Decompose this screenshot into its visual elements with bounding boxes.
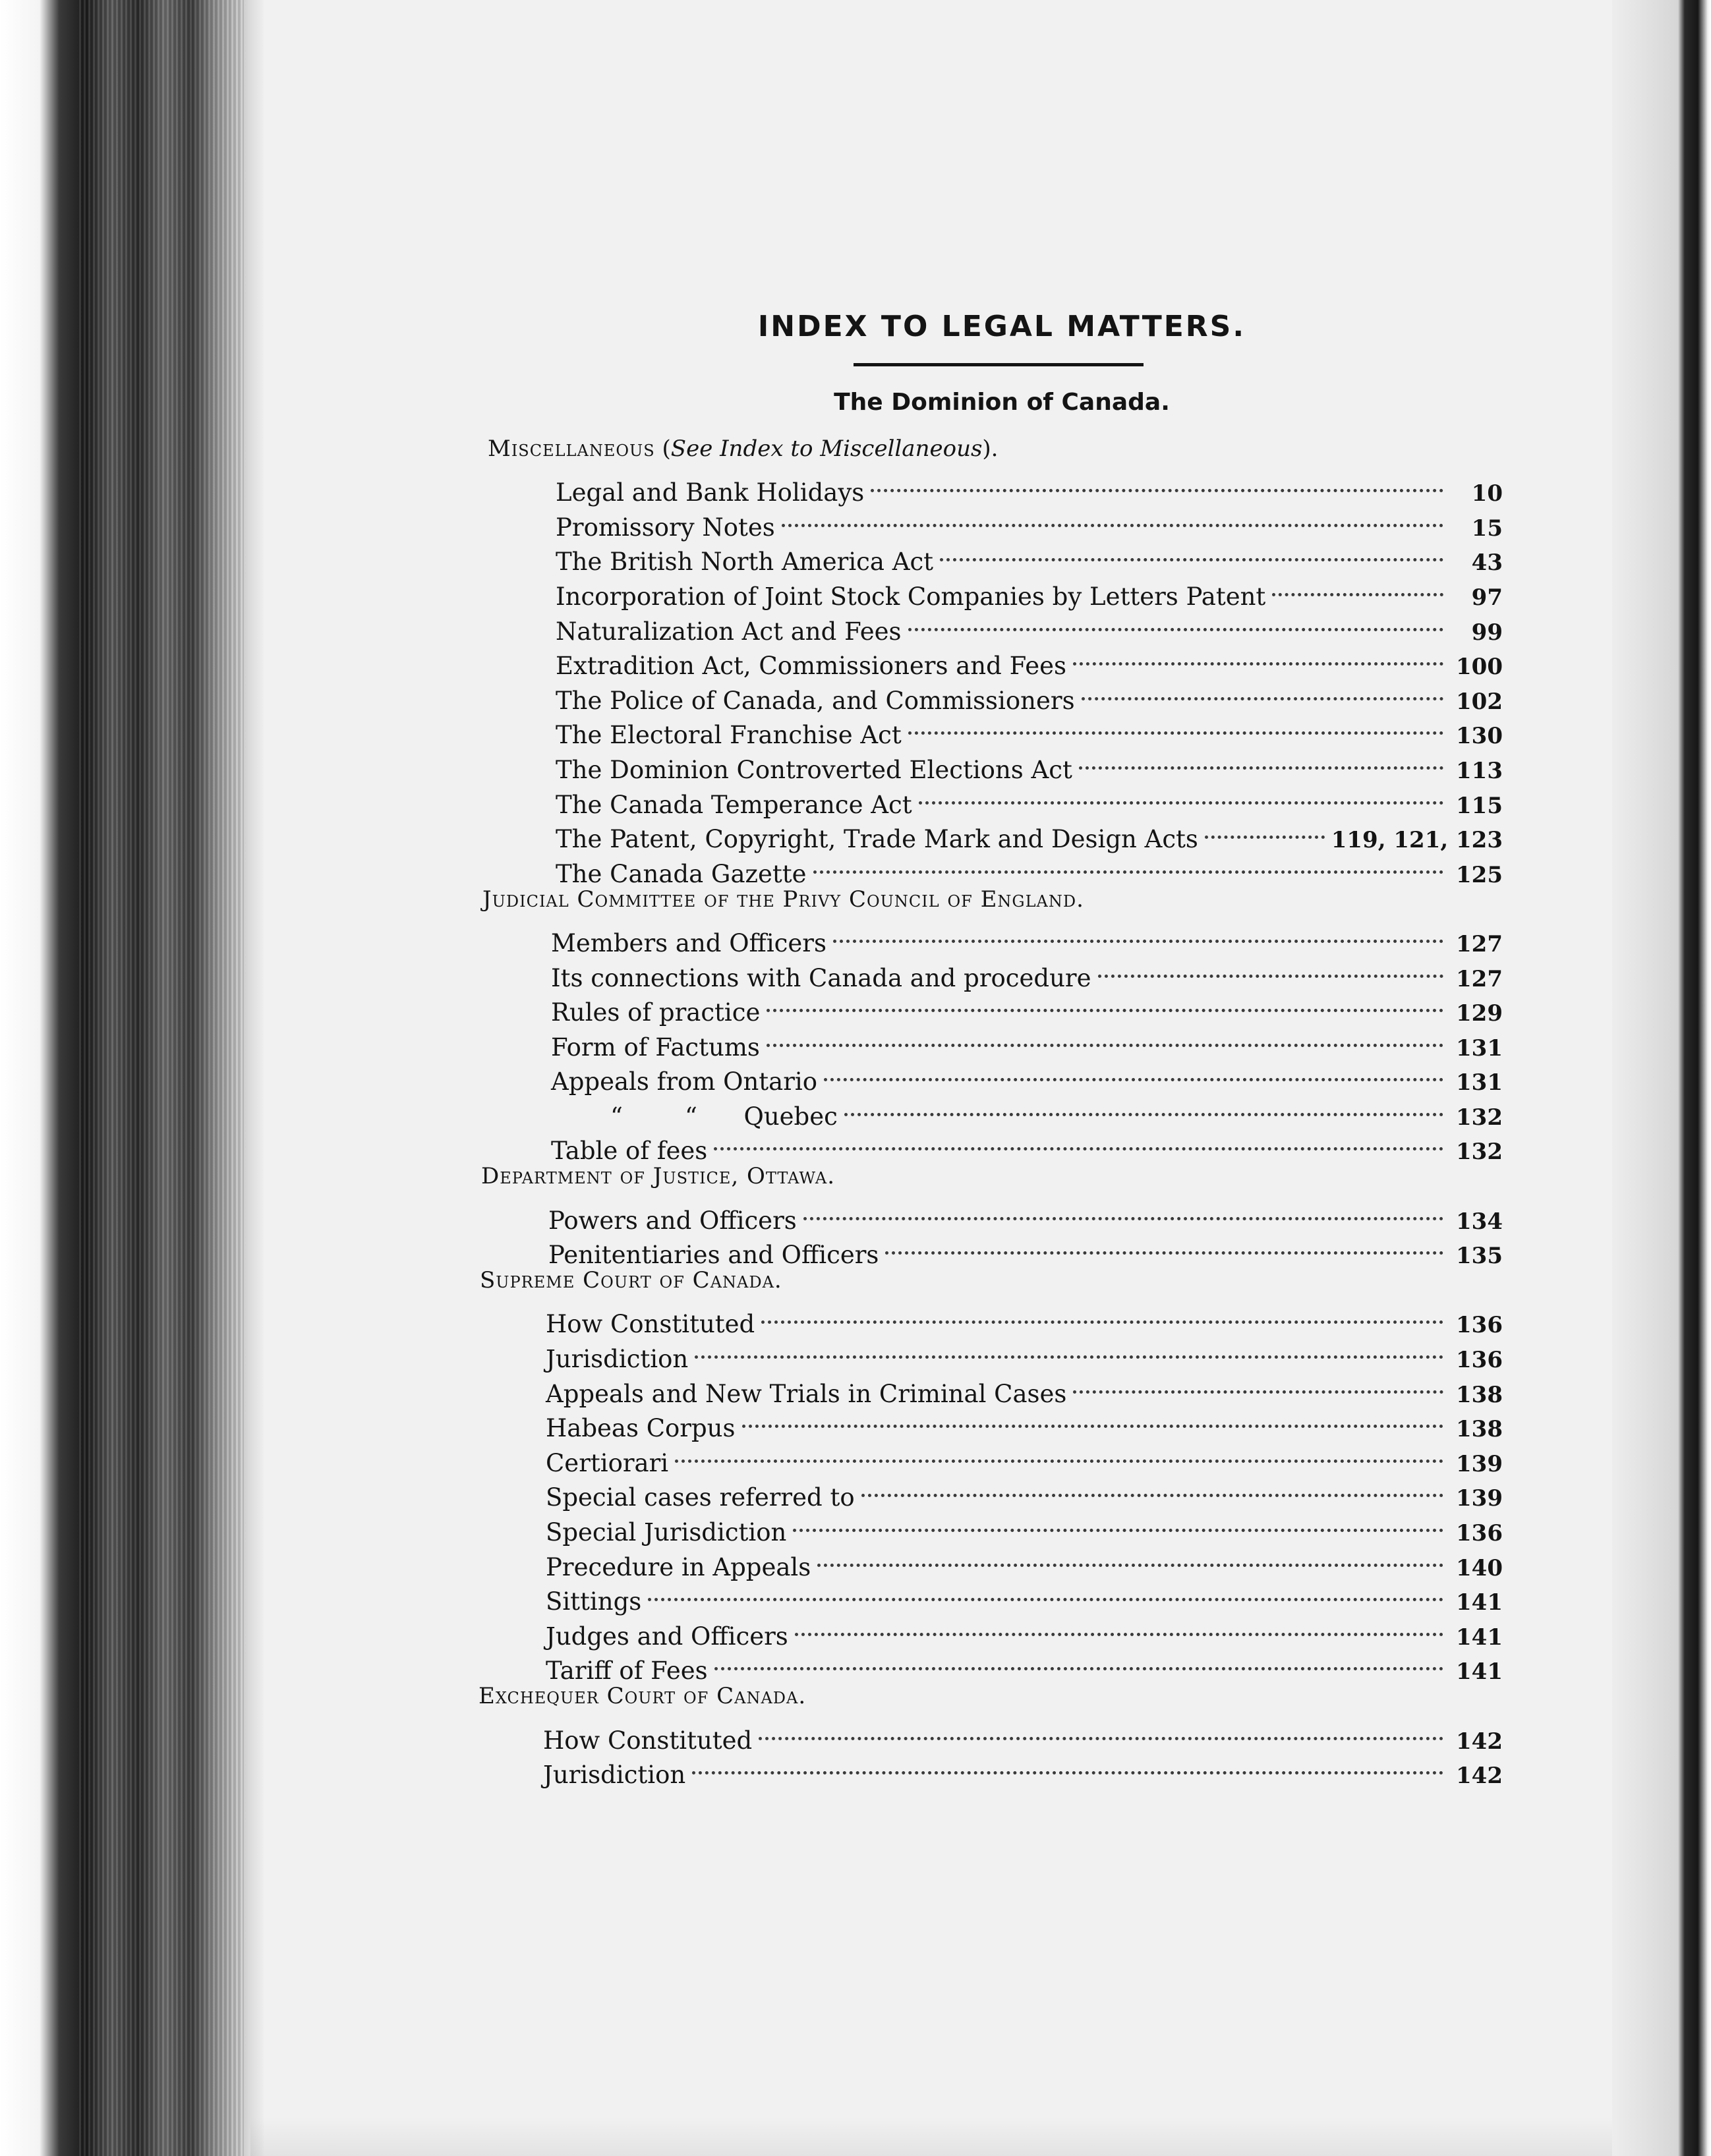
dot-leader bbox=[885, 1229, 1443, 1264]
page-title: INDEX TO LEGAL MATTERS. bbox=[757, 310, 1246, 343]
entry-label: Its connections with Canada and procedure bbox=[551, 963, 1091, 992]
section-heading-note: See Index to Miscellaneous bbox=[670, 436, 983, 462]
dot-leader bbox=[824, 1056, 1443, 1091]
entry-page: 102 bbox=[1456, 688, 1503, 715]
index-list bbox=[478, 432, 1503, 1790]
entry-page: 113 bbox=[1456, 757, 1503, 784]
entry-page: 141 bbox=[1456, 1589, 1503, 1616]
entry-label: Habeas Corpus bbox=[546, 1414, 736, 1443]
section-heading-note-close: ). bbox=[982, 436, 999, 462]
entry-label: Tariff of Fees bbox=[546, 1657, 708, 1686]
entry-page: 139 bbox=[1456, 1450, 1503, 1477]
section-heading-miscellaneous bbox=[488, 432, 1503, 467]
entry-page: 132 bbox=[1456, 1139, 1503, 1166]
entry-label: Extradition Act, Commissioners and Fees bbox=[556, 652, 1067, 681]
entry-page: 141 bbox=[1456, 1659, 1503, 1686]
entry-page: 131 bbox=[1456, 1035, 1503, 1062]
dot-leader bbox=[1073, 640, 1443, 675]
entry-page: 130 bbox=[1456, 723, 1503, 750]
entry-page: 99 bbox=[1471, 619, 1503, 646]
entry-page: 142 bbox=[1456, 1728, 1503, 1755]
entry-label: Rules of practice bbox=[551, 998, 761, 1027]
dot-leader bbox=[759, 1714, 1443, 1749]
section-heading-note-open: ( bbox=[654, 436, 671, 462]
dot-leader bbox=[767, 1021, 1443, 1056]
entry-label: The Police of Canada, and Commissioners bbox=[556, 686, 1075, 715]
entry-label: Jurisdiction bbox=[546, 1345, 689, 1374]
entry-page: 136 bbox=[1456, 1520, 1503, 1546]
dot-leader bbox=[714, 1125, 1443, 1160]
dot-leader bbox=[1272, 570, 1443, 605]
entry-page: 132 bbox=[1456, 1104, 1503, 1131]
entry-label: Table of fees bbox=[551, 1137, 708, 1166]
section-heading-supreme-court: Supreme Court of Canada. bbox=[480, 1267, 782, 1294]
entry-page: 134 bbox=[1456, 1208, 1503, 1235]
dot-leader bbox=[793, 1506, 1443, 1541]
index-entry bbox=[488, 1298, 1503, 1339]
entry-page: 100 bbox=[1456, 654, 1503, 681]
dot-leader bbox=[844, 1090, 1443, 1125]
dot-leader bbox=[908, 605, 1443, 640]
entry-label: Form of Factums bbox=[551, 1033, 760, 1062]
entry-label: Incorporation of Joint Stock Companies by Letters Patent bbox=[556, 582, 1266, 611]
index-entry bbox=[488, 467, 1503, 507]
index-entry bbox=[488, 917, 1503, 957]
entry-page: 131 bbox=[1456, 1069, 1503, 1096]
dot-leader bbox=[795, 1610, 1443, 1645]
dot-leader bbox=[1082, 674, 1443, 709]
entry-page: 127 bbox=[1456, 930, 1503, 957]
entry-page: 97 bbox=[1471, 584, 1503, 611]
dot-leader bbox=[742, 1402, 1444, 1437]
index-entry bbox=[488, 1194, 1503, 1235]
entry-page: 115 bbox=[1456, 792, 1503, 819]
entry-page: 43 bbox=[1471, 550, 1503, 577]
entry-label: Penitentiaries and Officers bbox=[548, 1241, 879, 1270]
entry-page: 136 bbox=[1456, 1312, 1503, 1339]
entry-page: 136 bbox=[1456, 1347, 1503, 1374]
section-heading-judicial-committee: Judicial Committee of the Privy Council of England. bbox=[482, 886, 1084, 913]
dot-leader bbox=[695, 1332, 1443, 1367]
dot-leader bbox=[871, 467, 1443, 501]
page-bottom-shadow bbox=[250, 2116, 1612, 2156]
dot-leader bbox=[817, 1541, 1443, 1575]
page-right-edge bbox=[1612, 0, 1711, 2156]
dot-leader bbox=[648, 1575, 1443, 1610]
entry-page: 119, 121, 123 bbox=[1331, 827, 1503, 854]
entry-label: Members and Officers bbox=[551, 928, 826, 957]
entry-page: 141 bbox=[1456, 1624, 1503, 1651]
entry-label: Legal and Bank Holidays bbox=[556, 478, 865, 507]
entry-label: Naturalization Act and Fees bbox=[556, 617, 902, 646]
page-subtitle: The Dominion of Canada. bbox=[834, 389, 1170, 416]
entry-page: 10 bbox=[1471, 480, 1503, 507]
entry-page: 129 bbox=[1456, 1000, 1503, 1027]
entry-label: Jurisdiction bbox=[543, 1761, 686, 1790]
entry-label: Special cases referred to bbox=[546, 1483, 855, 1512]
entry-page: 127 bbox=[1456, 965, 1503, 992]
entry-label: Certiorari bbox=[546, 1448, 669, 1477]
dot-leader bbox=[803, 1194, 1443, 1229]
entry-page: 139 bbox=[1456, 1485, 1503, 1512]
dot-leader bbox=[813, 847, 1443, 882]
entry-page: 138 bbox=[1456, 1416, 1503, 1443]
dot-leader bbox=[1079, 743, 1443, 778]
dot-leader bbox=[1205, 813, 1325, 848]
entry-page: 140 bbox=[1456, 1554, 1503, 1581]
dot-leader bbox=[761, 1298, 1443, 1333]
dot-leader bbox=[861, 1471, 1443, 1506]
dot-leader bbox=[782, 501, 1443, 536]
dot-leader bbox=[714, 1645, 1443, 1680]
dot-leader bbox=[919, 778, 1443, 813]
entry-label: Powers and Officers bbox=[548, 1206, 797, 1235]
entry-label: How Constituted bbox=[546, 1310, 755, 1339]
dot-leader bbox=[940, 536, 1443, 571]
section-heading-text: Miscellaneous bbox=[488, 436, 655, 462]
dot-leader bbox=[692, 1749, 1443, 1784]
dot-leader bbox=[908, 709, 1443, 744]
entry-label: “ “ Quebec bbox=[610, 1102, 838, 1131]
entry-label: The Canada Gazette bbox=[556, 859, 807, 888]
dot-leader bbox=[767, 986, 1443, 1021]
entry-page: 135 bbox=[1456, 1243, 1503, 1270]
entry-label: Appeals from Ontario bbox=[551, 1067, 818, 1096]
entry-label: Precedure in Appeals bbox=[546, 1552, 811, 1581]
spine-texture bbox=[79, 0, 244, 2156]
title-rule bbox=[854, 363, 1144, 366]
section-heading-exchequer-court: Exchequer Court of Canada. bbox=[478, 1683, 807, 1710]
entry-label: The Canada Temperance Act bbox=[556, 790, 912, 819]
entry-page: 125 bbox=[1456, 861, 1503, 888]
entry-label: Promissory Notes bbox=[556, 513, 775, 542]
entry-label: The Electoral Franchise Act bbox=[556, 721, 902, 750]
section-heading-department-of-justice: Department of Justice, Ottawa. bbox=[481, 1163, 836, 1190]
entry-page: 142 bbox=[1456, 1763, 1503, 1790]
entry-label: The Dominion Controverted Elections Act bbox=[556, 755, 1072, 784]
entry-page: 138 bbox=[1456, 1381, 1503, 1408]
dot-leader bbox=[675, 1436, 1443, 1471]
dot-leader bbox=[1098, 951, 1444, 986]
entry-label: Sittings bbox=[546, 1587, 642, 1616]
entry-label: The Patent, Copyright, Trade Mark and Design Acts bbox=[556, 825, 1198, 854]
entry-label: Appeals and New Trials in Criminal Cases bbox=[546, 1379, 1067, 1408]
entry-label: Special Jurisdiction bbox=[546, 1518, 787, 1546]
entry-label: Judges and Officers bbox=[546, 1622, 788, 1651]
dot-leader bbox=[833, 917, 1443, 951]
entry-page: 15 bbox=[1471, 515, 1503, 542]
dot-leader bbox=[1073, 1367, 1443, 1402]
entry-label: How Constituted bbox=[543, 1726, 753, 1755]
index-entry bbox=[488, 1714, 1503, 1755]
entry-label: The British North America Act bbox=[556, 548, 934, 577]
